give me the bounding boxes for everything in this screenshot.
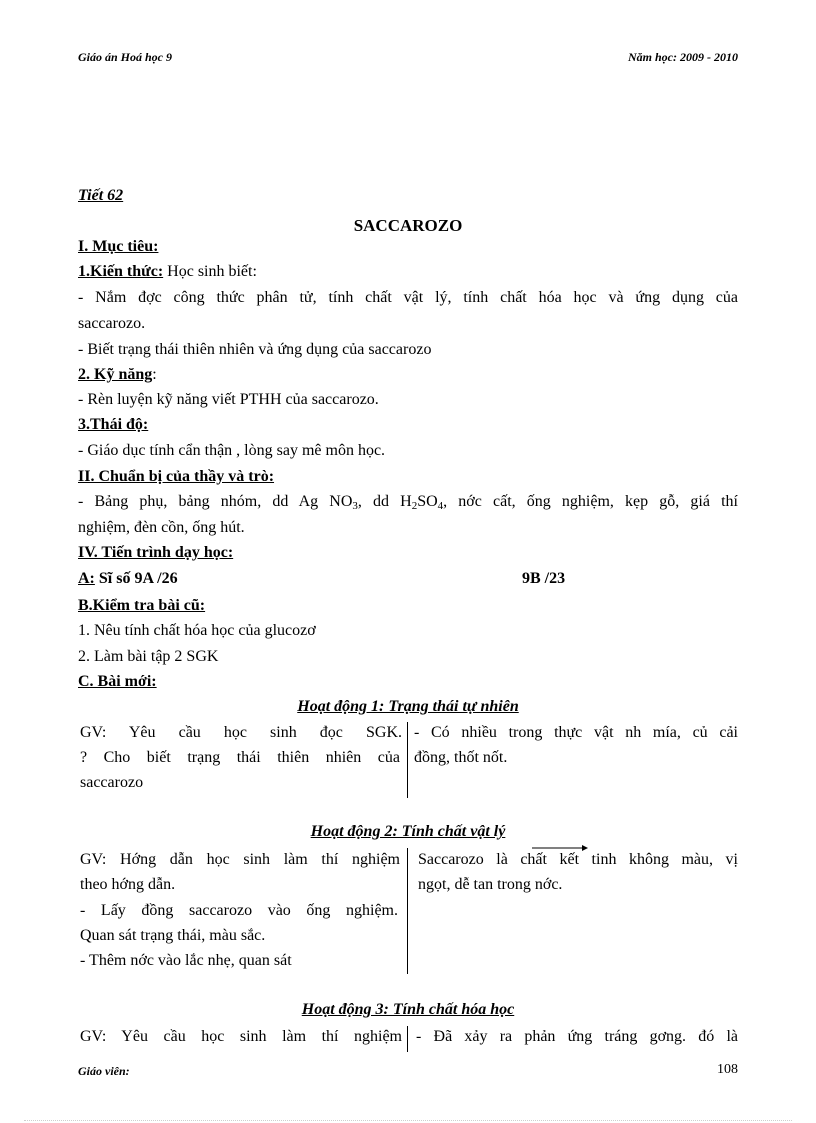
knowledge-line-1: - Nắm đợc công thức phân tử, tính chất vật lý, tính chất hóa học và ứng dụng của [78, 289, 738, 306]
review-heading: B.Kiểm tra bài cũ: [78, 597, 206, 614]
attendance-label: A: [78, 570, 95, 587]
arrow-icon [530, 843, 590, 853]
prep-text-b: , dd H [357, 493, 412, 510]
header-right: Năm học: 2009 - 2010 [628, 50, 738, 64]
prep-text-a: - Bảng phụ, bảng nhóm, dd Ag NO [78, 493, 353, 510]
knowledge-label: 1.Kiến thức: [78, 263, 164, 280]
page-title: SACCAROZO [353, 216, 463, 235]
review-question-2: 2. Làm bài tập 2 SGK [78, 648, 219, 665]
lesson-number: Tiết 62 [78, 187, 124, 204]
footer-teacher: Giáo viên: [78, 1064, 130, 1078]
activity-2-divider [407, 848, 408, 974]
activity-2-left-1: GV: Hớng dẫn học sinh làm thí nghiệm [80, 851, 400, 868]
activity-2-left-4: Quan sát trạng thái, màu sắc. [80, 927, 266, 944]
section-2-heading: II. Chuẩn bị của thầy và trò: [78, 468, 275, 485]
prep-text-c: SO [417, 493, 438, 510]
knowledge-line-3: - Biết trạng thái thiên nhiên và ứng dụng của saccarozo [78, 341, 432, 358]
knowledge-row [78, 262, 738, 282]
activity-2-left-3: - Lấy đồng saccarozo vào ống nghiệm. [80, 902, 398, 919]
attendance-9a: Sĩ số 9A /26 [94, 570, 178, 587]
prep-line-2: nghiệm, đèn cồn, ống hút. [78, 519, 245, 536]
attendance-row [78, 569, 738, 589]
activity-2-left-5: - Thêm nớc vào lắc nhẹ, quan sát [80, 952, 292, 969]
attitude-label: 3.Thái độ: [78, 416, 149, 433]
review-question-1: 1. Nêu tính chất hóa học của glucozơ [78, 622, 316, 639]
activity-3-right-1: - Đã xảy ra phản ứng tráng gơng. đó là [416, 1028, 738, 1045]
knowledge-text: Học sinh biết: [163, 263, 257, 280]
skills-line: - Rèn luyện kỹ năng viết PTHH của saccarozo. [78, 391, 379, 408]
header-left: Giáo án Hoá học 9 [78, 50, 173, 64]
activity-1-left-2: ? Cho biết trạng thái thiên nhiên của [80, 749, 400, 766]
activity-1-left-3: saccarozo [80, 774, 144, 791]
section-1-heading: I. Mục tiêu: [78, 238, 159, 255]
activity-2-left-2: theo hớng dẫn. [80, 876, 176, 893]
new-lesson-heading: C. Bài mới: [78, 673, 157, 690]
activity-1-divider [407, 722, 408, 798]
prep-sub-2: 2 [411, 500, 418, 512]
skills-label: 2. Kỹ năng [78, 366, 153, 383]
attendance-9b: 9B /23 [522, 570, 566, 587]
knowledge-line-2: saccarozo. [78, 315, 146, 332]
prep-sub-3: 4 [437, 500, 444, 512]
attitude-line: - Giáo dục tính cẩn thận , lòng say mê môn học. [78, 442, 386, 459]
page-number: 108 [717, 1062, 738, 1077]
page-edge-divider [24, 1120, 792, 1121]
activity-3-left-1: GV: Yêu cầu học sinh làm thí nghiệm [80, 1028, 402, 1045]
activity-1-right-2: đồng, thốt nốt. [414, 749, 508, 766]
activity-1-title: Hoạt động 1: Trạng thái tự nhiên [297, 698, 519, 715]
skills-colon: : [152, 366, 157, 383]
activity-2-title: Hoạt động 2: Tính chất vật lý [310, 823, 506, 840]
prep-text-d: , nớc cất, ống nghiệm, kẹp gỗ, giá thí [443, 493, 738, 510]
activity-2-right-2: ngọt, dễ tan trong nớc. [418, 876, 563, 893]
activity-2-right-1: Saccarozo là chất kết tinh không màu, vị [418, 851, 738, 868]
skills-row [78, 365, 738, 385]
activity-1-right-1: - Có nhiều trong thực vật nh mía, củ cải [414, 724, 738, 741]
activity-3-divider [407, 1026, 408, 1052]
section-4-heading: IV. Tiến trình dạy học: [78, 544, 234, 561]
prep-sub-1: 3 [352, 500, 358, 512]
prep-line-1 [78, 492, 738, 512]
activity-3-title: Hoạt động 3: Tính chất hóa học [301, 1001, 515, 1018]
activity-1-left-1: GV: Yêu cầu học sinh đọc SGK. [80, 724, 402, 741]
